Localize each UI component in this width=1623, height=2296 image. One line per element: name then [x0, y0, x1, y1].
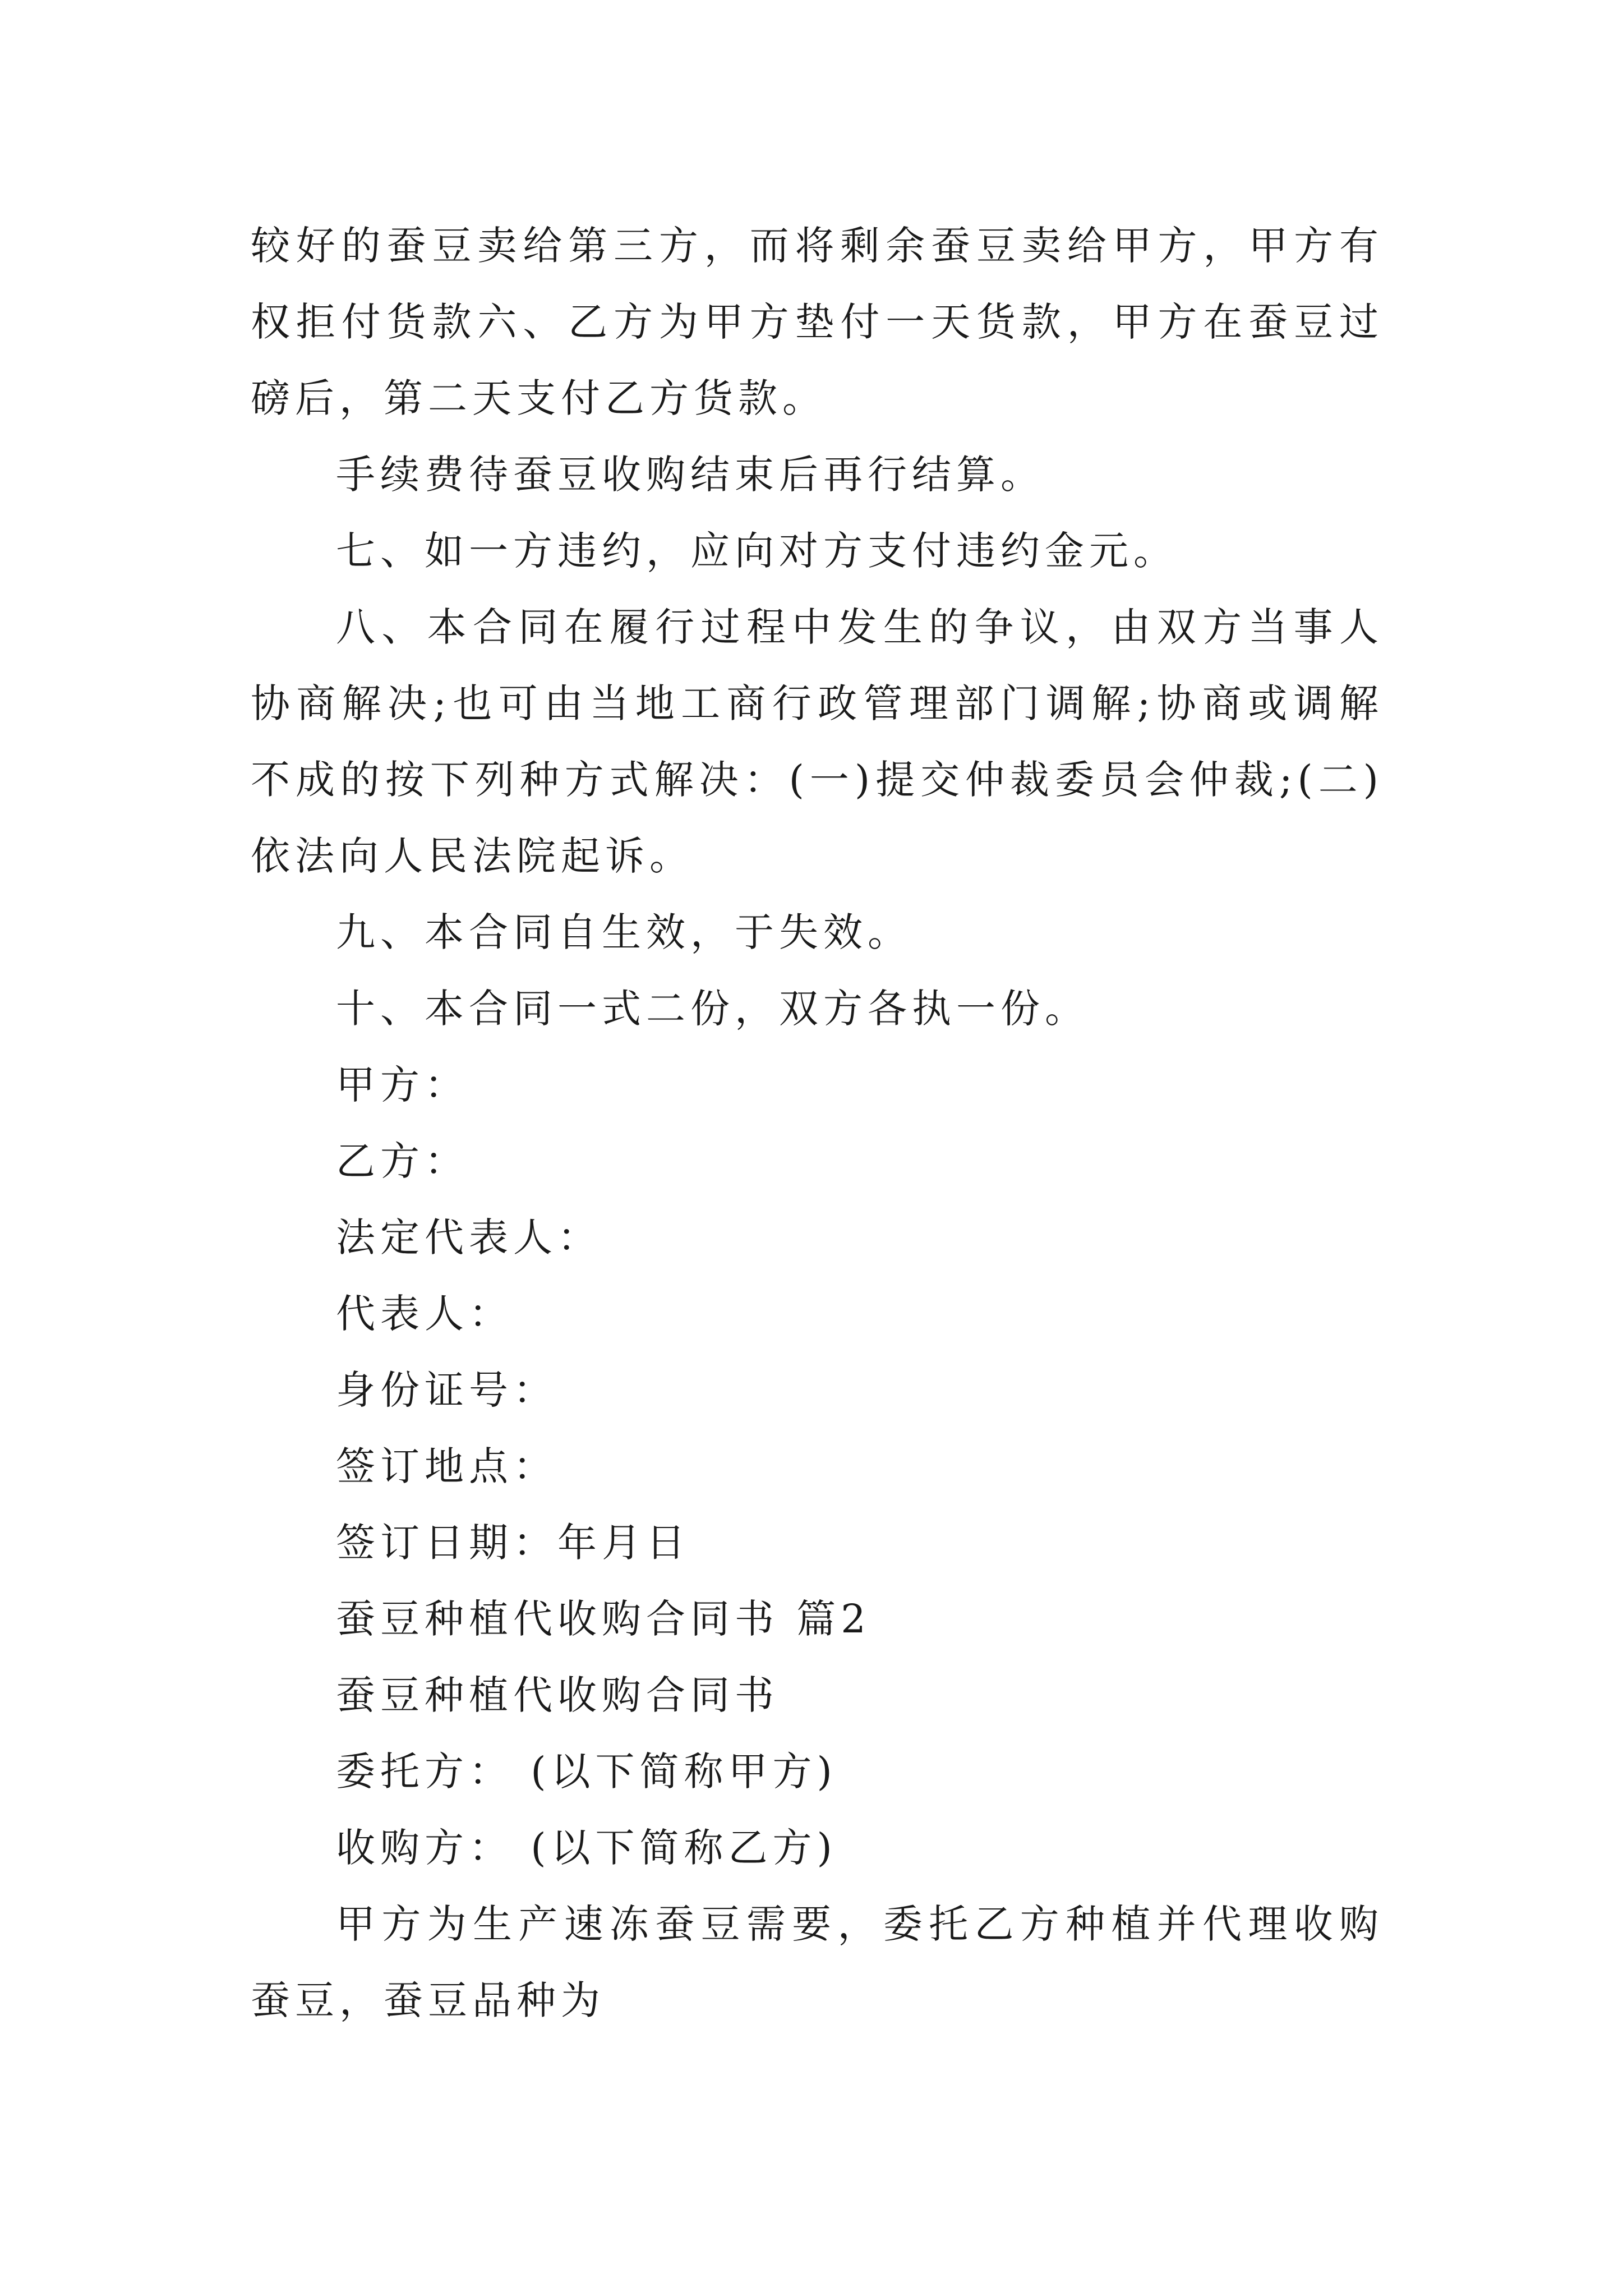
signature-date: 签订日期：年月日 — [336, 1520, 690, 1566]
signature-legal-representative: 法定代表人： — [336, 1214, 602, 1260]
contract-title: 蚕豆种植代收购合同书 — [336, 1672, 779, 1718]
section-heading-part-2: 蚕豆种植代收购合同书 篇2 — [336, 1596, 871, 1642]
paragraph-payment-terms: 较好的蚕豆卖给第三方，而将剩余蚕豆卖给甲方，甲方有权拒付货款六、乙方为甲方垫付一天货款，甲方在蚕豆过磅后，第二天支付乙方货款。 — [251, 223, 1384, 421]
paragraph-contract-intro: 甲方为生产速冻蚕豆需要，委托乙方种植并代理收购蚕豆，蚕豆品种为 — [251, 1901, 1384, 2023]
party-purchasing: 收购方： (以下简称乙方) — [336, 1825, 837, 1871]
signature-representative: 代表人： — [336, 1291, 513, 1337]
signature-party-a: 甲方： — [336, 1062, 469, 1108]
signature-location: 签订地点： — [336, 1443, 557, 1489]
document-body — [251, 208, 1384, 2039]
signature-id-number: 身份证号： — [336, 1367, 557, 1413]
signature-party-b: 乙方： — [336, 1138, 469, 1184]
paragraph-handling-fee: 手续费待蚕豆收购结束后再行结算。 — [336, 452, 1045, 498]
paragraph-clause-8: 八、本合同在履行过程中发生的争议，由双方当事人协商解决;也可由当地工商行政管理部门调解;协商或调解不成的按下列种方式解决：(一)提交仲裁委员会仲裁;(二)依法向人民法院起诉。 — [251, 604, 1384, 879]
paragraph-clause-7: 七、如一方违约，应向对方支付违约金元。 — [336, 528, 1178, 574]
party-entrusting: 委托方： (以下简称甲方) — [336, 1749, 837, 1795]
paragraph-clause-9: 九、本合同自生效，于失效。 — [336, 909, 912, 955]
paragraph-clause-10: 十、本合同一式二份，双方各执一份。 — [336, 986, 1089, 1032]
